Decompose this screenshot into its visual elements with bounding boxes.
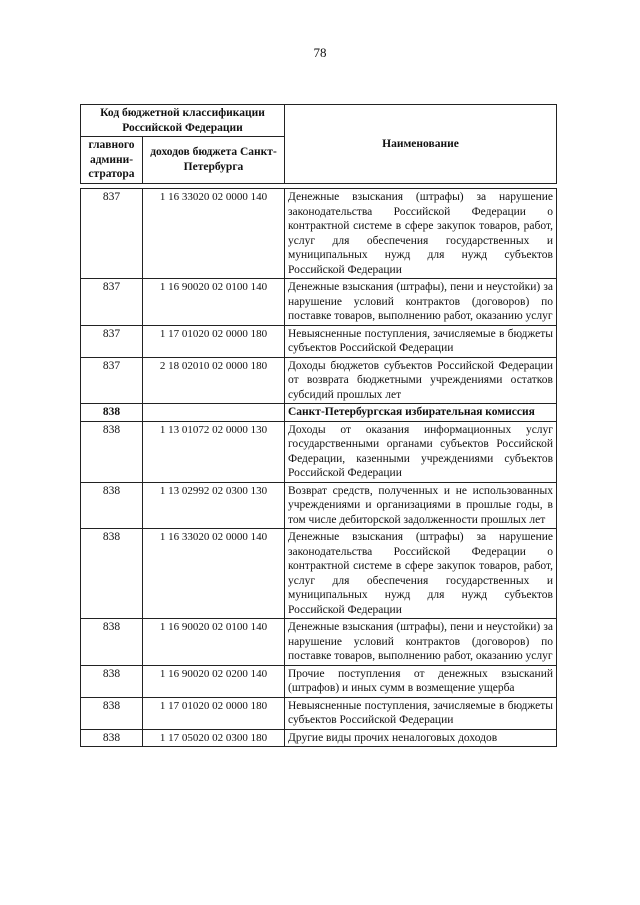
name-cell: Доходы бюджетов субъектов Российской Федерации от возврата бюджетными учреждениями остатков субсидий прошлых лет — [285, 357, 557, 404]
admin-code-cell: 838 — [81, 529, 143, 619]
table-row — [81, 421, 557, 482]
admin-code-cell: 838 — [81, 404, 143, 422]
admin-code-cell: 838 — [81, 421, 143, 482]
name-cell: Денежные взыскания (штрафы), пени и неустойки) за нарушение условий контрактов (договоров) по поставке товаров, выполнению работ, оказанию услуг — [285, 619, 557, 666]
revenue-code-cell: 1 16 33020 02 0000 140 — [143, 529, 285, 619]
table-row — [81, 619, 557, 666]
table-row — [81, 404, 557, 422]
name-cell: Другие виды прочих неналоговых доходов — [285, 729, 557, 747]
revenue-code-cell: 1 16 33020 02 0000 140 — [143, 189, 285, 279]
header-name-label: Наименование — [285, 105, 557, 184]
admin-code-cell: 838 — [81, 697, 143, 729]
page-number: 78 — [313, 45, 327, 60]
revenue-code-cell: 1 16 90020 02 0100 140 — [143, 619, 285, 666]
table-row — [81, 482, 557, 529]
name-cell: Прочие поступления от денежных взысканий (штрафов) и иных сумм в возмещение ущерба — [285, 665, 557, 697]
admin-code-cell: 837 — [81, 189, 143, 279]
name-cell: Денежные взыскания (штрафы), пени и неустойки) за нарушение условий контрактов (договоров) по поставке товаров, выполнению работ, оказанию услуг — [285, 279, 557, 326]
revenue-code-cell — [143, 404, 285, 422]
table-row — [81, 325, 557, 357]
table-row — [81, 729, 557, 747]
revenue-code-cell: 1 17 05020 02 0300 180 — [143, 729, 285, 747]
admin-code-cell: 838 — [81, 482, 143, 529]
revenue-code-cell: 1 17 01020 02 0000 180 — [143, 697, 285, 729]
table-row — [81, 279, 557, 326]
name-cell: Санкт-Петербургская избирательная комиссия — [285, 404, 557, 422]
name-cell: Возврат средств, полученных и не использованных учреждениями и организациями в прошлые годы, в том числе дебиторской задолженности прошлых лет — [285, 482, 557, 529]
table-row — [81, 357, 557, 404]
admin-code-cell: 838 — [81, 665, 143, 697]
revenue-code-cell: 1 13 02992 02 0300 130 — [143, 482, 285, 529]
name-cell: Невыясненные поступления, зачисляемые в бюджеты субъектов Российской Федерации — [285, 325, 557, 357]
name-cell: Денежные взыскания (штрафы) за нарушение законодательства Российской Федерации о контрактной системе в сфере закупок товаров, работ, услуг для обеспечения государственных и муниципальных нужд для нужд субъектов Российской Федерации — [285, 529, 557, 619]
admin-code-cell: 837 — [81, 357, 143, 404]
table-row — [81, 189, 557, 279]
table-row — [81, 665, 557, 697]
revenue-code-cell: 1 16 90020 02 0100 140 — [143, 279, 285, 326]
header-admin-label: главного админи-стратора — [81, 137, 143, 184]
admin-code-cell: 838 — [81, 729, 143, 747]
header-code-label: доходов бюджета Санкт-Петербурга — [143, 137, 285, 184]
admin-code-cell: 838 — [81, 619, 143, 666]
name-cell: Невыясненные поступления, зачисляемые в бюджеты субъектов Российской Федерации — [285, 697, 557, 729]
revenue-code-cell: 1 13 01072 02 0000 130 — [143, 421, 285, 482]
header-group-label: Код бюджетной классификации Российской Федерации — [81, 105, 285, 137]
classification-table — [80, 188, 557, 747]
table-row — [81, 529, 557, 619]
name-cell: Денежные взыскания (штрафы) за нарушение законодательства Российской Федерации о контрактной системе в сфере закупок товаров, работ, услуг для обеспечения государственных и муниципальных нужд для нужд субъектов Российской Федерации — [285, 189, 557, 279]
name-cell: Доходы от оказания информационных услуг государственными органами субъектов Российской Федерации, казенными учреждениями субъектов Российской Федерации — [285, 421, 557, 482]
table-row — [81, 697, 557, 729]
admin-code-cell: 837 — [81, 325, 143, 357]
admin-code-cell: 837 — [81, 279, 143, 326]
revenue-code-cell: 2 18 02010 02 0000 180 — [143, 357, 285, 404]
revenue-code-cell: 1 17 01020 02 0000 180 — [143, 325, 285, 357]
table-header — [80, 104, 557, 184]
revenue-code-cell: 1 16 90020 02 0200 140 — [143, 665, 285, 697]
